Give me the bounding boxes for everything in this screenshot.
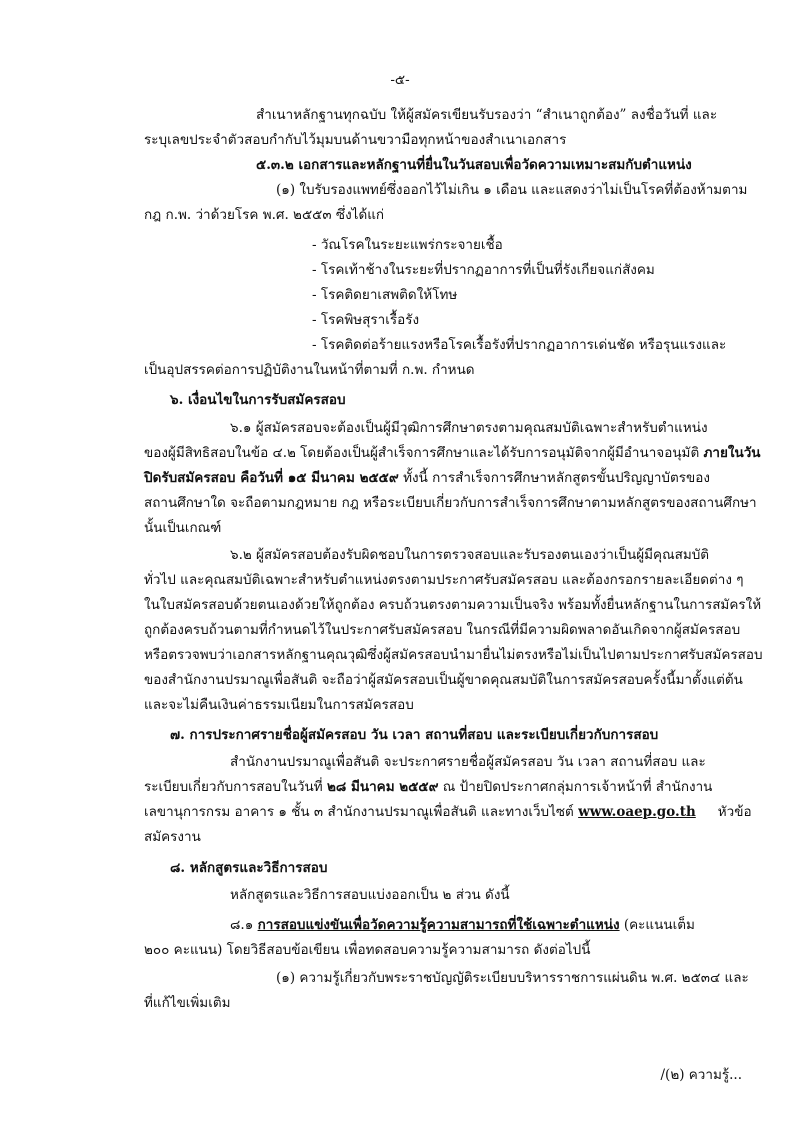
text-run: เลขานุการกรม อาคาร ๑ ชั้น ๓ สำนักงานปรมาณูเพื่อสันติ และทางเว็บไซต์ xyxy=(144,804,579,820)
paragraph-line: สำนักงานปรมาณูเพื่อสันติ จะประกาศรายชื่อผู้สมัครสอบ วัน เวลา สถานที่สอบ และ xyxy=(230,754,706,770)
list-item: - โรคติดต่อร้ายแรงหรือโรคเรื้อรังที่ปรากฏอาการเด่นชัด หรือรุนแรงและ xyxy=(312,337,727,353)
list-item: - โรคติดยาเสพติดให้โทษ xyxy=(312,287,458,303)
paragraph-line: ของสำนักงานปรมาณูเพื่อสันติ จะถือว่าผู้สมัครสอบเป็นผู้ขาดคุณสมบัติในการสมัครสอบครั้งนี้มาตั้งแต่ต้น xyxy=(144,672,743,688)
paragraph-line: (๑) ความรู้เกี่ยวกับพระราชบัญญัติระเบียบบริหารราชการแผ่นดิน พ.ศ. ๒๕๓๔ และ xyxy=(276,970,749,986)
text-run: ทั้งนี้ การสำเร็จการศึกษาหลักสูตรขั้นปริญญาบัตรของ xyxy=(398,470,710,486)
bold-text-run: ภายในวัน xyxy=(703,445,761,461)
paragraph-line: เป็นอุปสรรคต่อการปฏิบัติงานในหน้าที่ตามที่ ก.พ. กำหนด xyxy=(144,362,475,378)
paragraph-line: ๖.๑ ผู้สมัครสอบจะต้องเป็นผู้มีวุฒิการศึกษาตรงตามคุณสมบัติเฉพาะสำหรับตำแหน่ง xyxy=(230,420,708,436)
paragraph-line xyxy=(144,802,752,822)
text-run: หัวข้อ xyxy=(717,804,752,820)
section-heading-7: ๗. การประกาศรายชื่อผู้สมัครสอบ วัน เวลา สถานที่สอบ และระเบียบเกี่ยวกับการสอบ xyxy=(170,727,659,743)
paragraph-line: สถานศึกษาใด จะถือตามกฎหมาย กฎ หรือระเบียบเกี่ยวกับการสำเร็จการศึกษาตามหลักสูตรของสถานศึกษา xyxy=(144,495,757,511)
text-run: ณ ป้ายปิดประกาศกลุ่มการเจ้าหน้าที่ สำนักงาน xyxy=(438,779,713,795)
section-heading-5-3-2: ๕.๓.๒ เอกสารและหลักฐานที่ยื่นในวันสอบเพื่อวัดความเหมาะสมกับตำแหน่ง xyxy=(256,157,692,173)
text-run: (คะแนนเต็ม xyxy=(619,917,695,933)
list-item: - โรคพิษสุราเรื้อรัง xyxy=(312,312,420,328)
bold-text-run: ปิดรับสมัครสอบ คือวันที่ ๑๕ มีนาคม ๒๕๕๙ xyxy=(144,470,399,486)
next-page-marker: /(๒) ความรู้... xyxy=(660,1067,742,1083)
page-number: -๕- xyxy=(390,72,410,88)
paragraph-line: ๒๐๐ คะแนน) โดยวิธีสอบข้อเขียน เพื่อทดสอบความรู้ความสามารถ ดังต่อไปนี้ xyxy=(144,942,591,958)
bold-text-run: ๒๘ มีนาคม ๒๕๕๙ xyxy=(326,779,439,795)
paragraph-line xyxy=(144,443,761,463)
paragraph-line xyxy=(230,915,695,935)
section-heading-8: ๘. หลักสูตรและวิธีการสอบ xyxy=(170,860,328,876)
paragraph-line: สมัครงาน xyxy=(144,829,201,845)
paragraph-line: นั้นเป็นเกณฑ์ xyxy=(144,520,222,536)
website-link[interactable]: www.oaep.go.th xyxy=(578,804,696,820)
text-run: ระเบียบเกี่ยวกับการสอบในวันที่ xyxy=(144,779,327,795)
paragraph-line: และจะไม่คืนเงินค่าธรรมเนียมในการสมัครสอบ xyxy=(144,697,414,713)
text-run: ๘.๑ xyxy=(230,917,258,933)
paragraph-line: หรือตรวจพบว่าเอกสารหลักฐานคุณวุฒิซึ่งผู้สมัครสอบนำมายื่นไม่ตรงหรือไม่เป็นไปตามประกาศรับสมัครสอบ xyxy=(144,647,763,663)
paragraph-line xyxy=(144,777,712,797)
paragraph-line: (๑) ใบรับรองแพทย์ซึ่งออกไว้ไม่เกิน ๑ เดือน และแสดงว่าไม่เป็นโรคที่ต้องห้ามตาม xyxy=(276,182,748,198)
section-heading-6: ๖. เงื่อนไขในการรับสมัครสอบ xyxy=(170,392,346,408)
underlined-bold-text: การสอบแข่งขันเพื่อวัดความรู้ความสามารถที่ใช้เฉพาะตำแหน่ง xyxy=(257,917,620,933)
paragraph-line: ในใบสมัครสอบด้วยตนเองด้วยให้ถูกต้อง ครบถ้วนตรงตามความเป็นจริง พร้อมทั้งยื่นหลักฐานในการสมัครให้ xyxy=(144,597,762,613)
paragraph-line xyxy=(144,468,710,488)
paragraph-line: ที่แก้ไขเพิ่มเติม xyxy=(144,995,231,1011)
paragraph-line: ๖.๒ ผู้สมัครสอบต้องรับผิดชอบในการตรวจสอบและรับรองตนเองว่าเป็นผู้มีคุณสมบัติ xyxy=(230,547,710,563)
paragraph-line: ระบุเลขประจำตัวสอบกำกับไว้มุมบนด้านขวามือทุกหน้าของสำเนาเอกสาร xyxy=(144,132,567,148)
paragraph-line: ถูกต้องครบถ้วนตามที่กำหนดไว้ในประกาศรับสมัครสอบ ในกรณีที่มีความผิดพลาดอันเกิดจากผู้สมัครสอบ xyxy=(144,622,741,638)
text-run: ของผู้มีสิทธิสอบในข้อ ๔.๒ โดยต้องเป็นผู้สำเร็จการศึกษาและได้รับการอนุมัติจากผู้มีอำนาจอนุมัติ xyxy=(144,445,704,461)
list-item: - วัณโรคในระยะแพร่กระจายเชื้อ xyxy=(312,237,503,253)
paragraph-line: กฎ ก.พ. ว่าด้วยโรค พ.ศ. ๒๕๕๓ ซึ่งได้แก่ xyxy=(144,207,385,223)
paragraph-line: ทั่วไป และคุณสมบัติเฉพาะสำหรับตำแหน่งตรงตามประกาศรับสมัครสอบ และต้องกรอกรายละเอียดต่าง ๆ xyxy=(144,572,744,588)
list-item: - โรคเท้าช้างในระยะที่ปรากฏอาการที่เป็นที่รังเกียจแก่สังคม xyxy=(312,262,655,278)
paragraph-line: สำเนาหลักฐานทุกฉบับ ให้ผู้สมัครเขียนรับรองว่า “สำเนาถูกต้อง” ลงชื่อวันที่ และ xyxy=(256,107,718,123)
paragraph-line: หลักสูตรและวิธีการสอบแบ่งออกเป็น ๒ ส่วน ดังนี้ xyxy=(230,887,510,903)
